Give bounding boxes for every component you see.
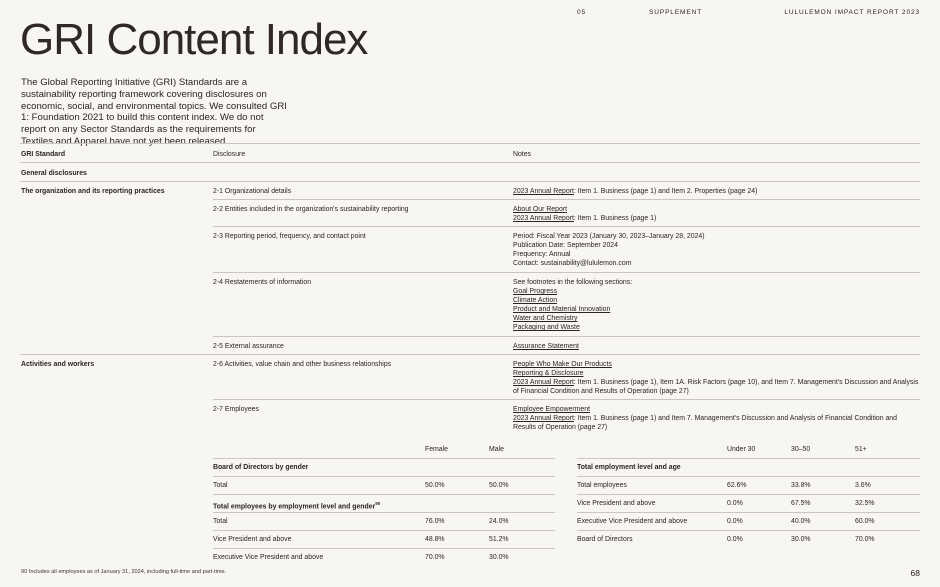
divider [213, 548, 555, 549]
row-label: Total employees [577, 482, 627, 489]
col-30-50: 30–50 [791, 446, 811, 453]
employee-empowerment-link[interactable]: Employee Empowerment [513, 406, 590, 413]
cell-female: 48.8% [425, 536, 445, 543]
group-label: Activities and workers [21, 361, 95, 368]
divider [577, 494, 920, 495]
cell-51-plus: 60.0% [855, 518, 875, 525]
cell-51-plus: 70.0% [855, 536, 875, 543]
cell-51-plus: 3.6% [855, 482, 871, 489]
about-our-report-link[interactable]: About Our Report [513, 206, 568, 213]
reporting-disclosure-link[interactable]: Reporting & Disclosure [513, 370, 584, 378]
cell-female: 76.0% [425, 518, 445, 525]
col-header-notes: Notes [513, 151, 532, 158]
col-header-standard: GRI Standard [21, 151, 66, 158]
intro-paragraph: The Global Reporting Initiative (GRI) Standards are a sustainability reporting framework covering disclosures on economic, social, and environmental topics. We consulted GRI 1: Foundation 2021 to build this content index. We do not report on any Sector Standards as the requirements for Textiles and Apparel have not yet been released. [21, 77, 287, 147]
notes-2-1: 2023 Annual Report: Item 1. Business (page 1) and Item 2. Properties (page 24) [513, 188, 758, 195]
divider [213, 494, 555, 495]
col-under-30: Under 30 [727, 446, 756, 453]
notes-2-5 [513, 342, 920, 351]
climate-action-link[interactable]: Climate Action [513, 297, 558, 305]
divider [213, 530, 555, 531]
people-who-make-link[interactable]: People Who Make Our Products [513, 361, 612, 368]
disclosure-2-6: 2-6 Activities, value chain and other business relationships [213, 361, 392, 368]
section-label: General disclosures [21, 170, 87, 177]
table-section-label: Total employees by employment level and gender$^{90}$ [213, 501, 381, 511]
divider [20, 181, 920, 182]
annual-report-link[interactable]: 2023 Annual Report [513, 215, 574, 223]
divider [213, 272, 920, 273]
divider [20, 162, 920, 163]
cell-30-50: 40.0% [791, 518, 811, 525]
cell-under-30: 0.0% [727, 536, 743, 543]
disclosure-2-2: 2-2 Entities included in the organization's sustainability reporting [213, 206, 409, 213]
disclosure-2-1: 2-1 Organizational details [213, 188, 292, 195]
divider [213, 512, 555, 513]
cell-30-50: 30.0% [791, 536, 811, 543]
contact-email: Contact: sustainability@lululemon.com [513, 260, 632, 268]
disclosure-2-4: 2-4 Restatements of information [213, 279, 312, 286]
row-label: Total [213, 518, 228, 525]
cell-under-30: 0.0% [727, 500, 743, 507]
notes-2-7: Employee Empowerment 2023 Annual Report: Item 1. Business (page 1) and Item 7. Management's Discussion and Analysis of Financial Condition and Results of Operation (page 27) [513, 405, 920, 432]
product-innovation-link[interactable]: Product and Material Innovation [513, 306, 611, 314]
row-label: Executive Vice President and above [213, 554, 324, 561]
notes-2-2: About Our Report 2023 Annual Report: Item 1. Business (page 1) [513, 205, 920, 223]
notes-2-3: Period: Fiscal Year 2023 (January 30, 2023–January 28, 2024) Publication Date: September 2024 Frequency: Annual Contact: sustainability@lululemon.com [513, 232, 920, 268]
divider [213, 199, 920, 200]
cell-under-30: 62.6% [727, 482, 747, 489]
divider [20, 354, 920, 355]
cell-male: 51.2% [489, 536, 509, 543]
annual-report-link[interactable]: 2023 Annual Report [513, 379, 574, 387]
divider [20, 143, 920, 144]
cell-female: 70.0% [425, 554, 445, 561]
row-label: Board of Directors [577, 536, 633, 543]
assurance-statement-link[interactable]: Assurance Statement [513, 343, 579, 350]
disclosure-2-3: 2-3 Reporting period, frequency, and contact point [213, 233, 366, 240]
divider [577, 476, 920, 477]
row-label: Vice President and above [213, 536, 292, 543]
col-header-disclosure: Disclosure [213, 151, 246, 158]
notes-2-4: See footnotes in the following sections: Goal Progress Climate Action Product and Material Innovation Water and Chemistry Packaging and Waste [513, 278, 920, 333]
group-label: The organization and its reporting practices [21, 188, 165, 195]
notes-2-6: People Who Make Our Products Reporting & Disclosure 2023 Annual Report: Item 1. Business (page 1), Item 1A. Risk Factors (page 10), and Item 7. Management's Discussion and Analysis of Financial Condition and Results of Operation (page 27) [513, 361, 919, 396]
cell-male: 50.0% [489, 482, 509, 489]
cell-51-plus: 32.5% [855, 500, 875, 507]
section-number: 05 [577, 9, 587, 16]
row-label: Total [213, 482, 228, 489]
divider [213, 226, 920, 227]
divider [213, 336, 920, 337]
divider [577, 530, 920, 531]
col-51-plus: 51+ [855, 446, 867, 453]
divider [577, 458, 920, 459]
table-section-label: Board of Directors by gender [213, 464, 309, 471]
row-label: Vice President and above [577, 500, 656, 507]
annual-report-link[interactable]: 2023 Annual Report [513, 188, 574, 195]
row-label: Executive Vice President and above [577, 518, 688, 525]
divider [213, 458, 555, 459]
footnote: 90 Includes all employees as of January 31, 2024, including full-time and part-time. [21, 569, 227, 575]
divider [213, 476, 555, 477]
cell-30-50: 33.8% [791, 482, 811, 489]
table-section-label: Total employment level and age [577, 464, 681, 471]
section-name: SUPPLEMENT [649, 9, 703, 16]
col-female: Female [425, 446, 448, 453]
col-male: Male [489, 446, 504, 453]
divider [213, 399, 920, 400]
page-title: GRI Content Index [20, 15, 368, 64]
cell-male: 24.0% [489, 518, 509, 525]
goal-progress-link[interactable]: Goal Progress [513, 288, 558, 296]
disclosure-2-5: 2-5 External assurance [213, 343, 284, 350]
cell-male: 30.0% [489, 554, 509, 561]
cell-30-50: 67.5% [791, 500, 811, 507]
cell-under-30: 0.0% [727, 518, 743, 525]
divider [577, 512, 920, 513]
packaging-waste-link[interactable]: Packaging and Waste [513, 324, 580, 332]
disclosure-2-7: 2-7 Employees [213, 406, 259, 413]
annual-report-link[interactable]: 2023 Annual Report [513, 415, 574, 423]
page-number: 68 [910, 568, 920, 578]
report-name: LULULEMON IMPACT REPORT 2023 [784, 9, 920, 16]
water-chemistry-link[interactable]: Water and Chemistry [513, 315, 578, 323]
cell-female: 50.0% [425, 482, 445, 489]
